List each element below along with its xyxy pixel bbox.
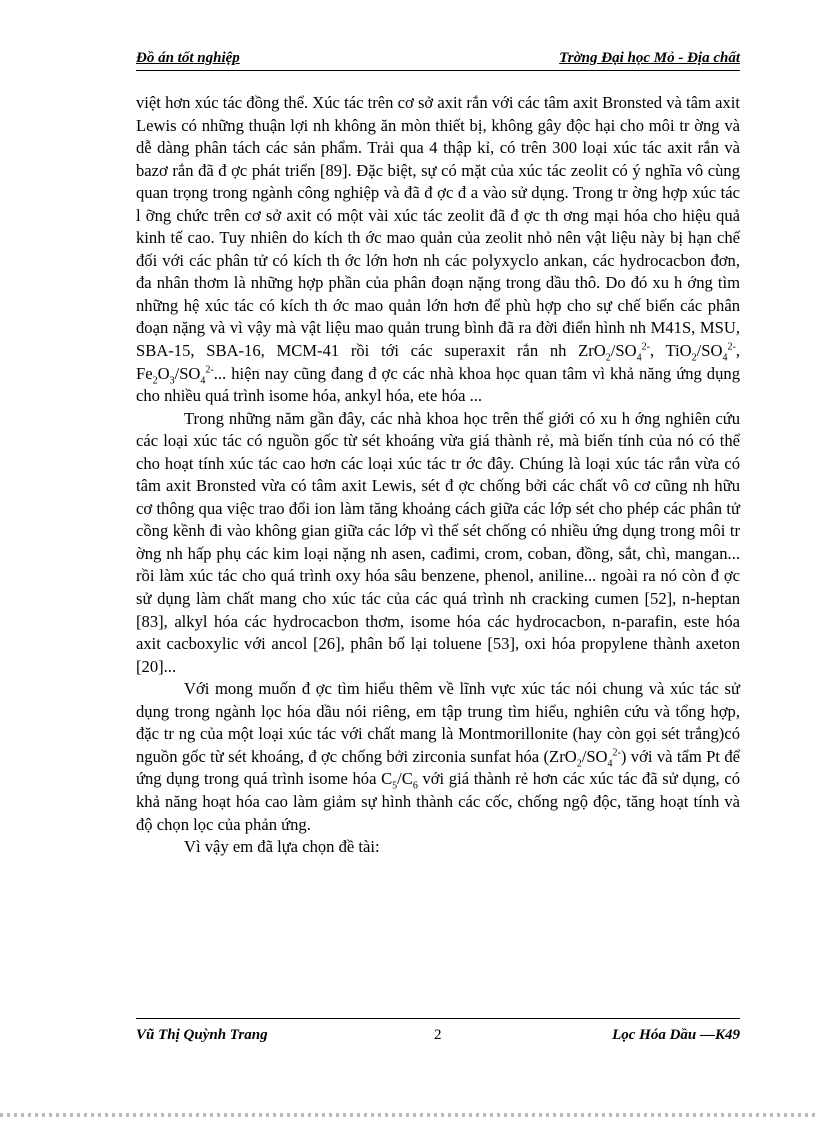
page-footer <box>136 1018 740 1049</box>
footer-course: Lọc Hóa Dầu —K49 <box>612 1027 740 1043</box>
formula-zro2-so4: $ZrO_2/SO_4^{2-}$ <box>578 341 650 364</box>
scan-edge-artifact <box>0 1113 816 1117</box>
footer-author: Vũ Thị Quỳnh Trang <box>136 1027 268 1043</box>
document-body <box>136 92 740 859</box>
formula-fe2o3-so4: $Fe_2O_3/SO_4^{2-}$ <box>136 363 214 386</box>
paragraph-4: Vì vậy em đã lựa chọn đề tài: <box>184 837 380 857</box>
paragraph-1: việt hơn xúc tác đồng thể. Xúc tác trên cơ sở axit rắn với các tâm axit Bronsted và tâm axit Lewis có những thuận lợi nh không ăn mòn thiết bị, không gây độc hại cho môi tr ờng và dễ dàng phân tách các sản phẩm. Trải qua 4 thập kỉ, có trên 300 loại xúc tác axit rắn và bazơ rắn đã đ ợc phát triển [89]. Đặc biệt, sự có mặt của xúc tác zeolit có ý nghĩa vô cùng quan trọng trong ngành công nghiệp và đã đ ợc đ a vào sử dụng. Trong tr ờng hợp xúc tác l ỡng chức trên cơ sở axit có một vài xúc tác zeolit đã đ ợc th ơng mại hóa cho hiệu quả kinh tế cao. Tuy nhiên do kích th ớc mao quản của zeolit nhỏ nên vật liệu này bị hạn chế đối với các phân tử có kích th ớc lớn hơn nh các polyxyclo ankan, các hydrocacbon đơn, đa nhân thơm là những hợp phần của phân đoạn nặng trong dầu thô. Do đó xu h ớng tìm những hệ xúc tác có kích th ớc mao quản lớn hơn để phù hợp cho sự chế biến các phân đoạn nặng và vì vậy mà vật liệu mao quản trung bình đã ra đời điển hình nh M41S, MSU, SBA-15, SBA-16, MCM-41 rồi tới các superaxit rắn nh $ZrO_2/SO_4^{2-}$, $TiO_2/SO_4^{2-}$, $Fe_2O_3/SO_4^{2-}$... hiện nay cũng đang đ ợc các nhà khoa học quan tâm vì khả năng ứng dụng cho nhiều quá trình isome hóa, ankyl hóa, ete hóa ... <box>136 93 740 406</box>
page-header <box>136 50 740 71</box>
formula-tio2-so4: $TiO_2/SO_4^{2-}$ <box>665 341 736 364</box>
paragraph-2: Trong những năm gần đây, các nhà khoa học trên thế giới có xu h ớng nghiên cứu các loại xúc tác có nguồn gốc từ sét khoáng vừa giá thành rẻ, mà biến tính của nó có thể cho hoạt tính xúc tác cao hơn các loại xúc tác tr ớc đây. Chúng là loại xúc tác rắn vừa có tâm axit Bronsted vừa có tâm axit Lewis, sét đ ợc chống bởi các chất vô cơ cũng nh hữu cơ thông qua việc trao đổi ion làm tăng khoảng cách giữa các lớp sét cho phép các phân tử cồng kềnh đi vào không gian giữa các lớp vì thế sét chống có nhiều ứng dụng trong môi tr ờng nh hấp phụ các kim loại nặng nh asen, cađimi, crom, coban, đồng, sắt, chì, mangan... rồi làm xúc tác cho quá trình oxy hóa sâu benzene, phenol, aniline... ngoài ra nó còn đ ợc sử dụng làm chất mang cho xúc tác của các quá trình nh cracking cumen [52], n-heptan [83], alkyl hóa các hydrocacbon thơm, isome hóa các hydrocacbon, n-parafin, este hóa axit cacboxylic với ancol [26], phân bố lại toluene [53], oxi hóa propylene thành axeton [20]... <box>136 408 740 676</box>
header-university: Trờng Đại học Mỏ - Địa chất <box>559 50 740 66</box>
footer-page-number: 2 <box>434 1027 442 1043</box>
header-document-type: Đồ án tốt nghiệp <box>136 50 240 66</box>
paragraph-1-end: ... hiện nay cũng đang đ ợc các nhà khoa học quan tâm vì khả năng ứng dụng cho nhiều quá trình isome hóa, ankyl hóa, ete hóa ... <box>136 363 740 406</box>
paragraph-1-text: việt hơn xúc tác đồng thể. Xúc tác trên cơ sở axit rắn với các tâm axit Bronsted và tâm axit Lewis có những thuận lợi nh không ăn mòn thiết bị, không gây độc hại cho môi tr ờng và dễ dàng phân tách các sản phẩm. Trải qua 4 thập kỉ, có trên 300 loại xúc tác axit rắn và bazơ rắn đã đ ợc phát triển [89]. Đặc biệt, sự có mặt của xúc tác zeolit có ý nghĩa vô cùng quan trọng trong ngành công nghiệp và đã đ ợc đ a vào sử dụng. Trong tr ờng hợp xúc tác l ỡng chức trên cơ sở axit có một vài xúc tác zeolit đã đ ợc th ơng mại hóa cho hiệu quả kinh tế cao. Tuy nhiên do kích th ớc mao quản của zeolit nhỏ nên vật liệu này bị hạn chế đối với các phân tử có kích th ớc lớn hơn nh các polyxyclo ankan, các hydrocacbon đơn, đa nhân thơm là những hợp phần của phân đoạn nặng trong dầu thô. Do đó xu h ớng tìm những hệ xúc tác có kích th ớc mao quản lớn hơn để phù hợp cho sự chế biến các phân đoạn nặng và vì vậy mà vật liệu mao quản trung bình đã ra đời điển hình nh M41S, MSU, SBA-15, SBA-16, MCM-41 rồi tới các superaxit rắn nh <box>136 93 740 361</box>
paragraph-3: Với mong muốn đ ợc tìm hiểu thêm về lĩnh vực xúc tác nói chung và xúc tác sử dụng trong ngành lọc hóa dầu nói riêng, em tập trung tìm hiểu, nghiên cứu và tổng hợp, đặc tr ng của một loại xúc tác với chất mang là Montmorillonite (hay còn gọi sét trắng)có nguồn gốc từ sét khoáng, đ ợc chống bởi zirconia sunfat hóa $(ZrO_2/SO_4^{2-})$ với và tẩm Pt để ứng dụng trong quá trình isome hóa $C_5/C_6$ với giá thành rẻ hơn các xúc tác đã sử dụng, có khả năng hoạt hóa cao làm giảm sự hình thành các cốc, chống ngộ độc, tăng hoạt tính và độ chọn lọc của phản ứng. <box>136 679 740 834</box>
